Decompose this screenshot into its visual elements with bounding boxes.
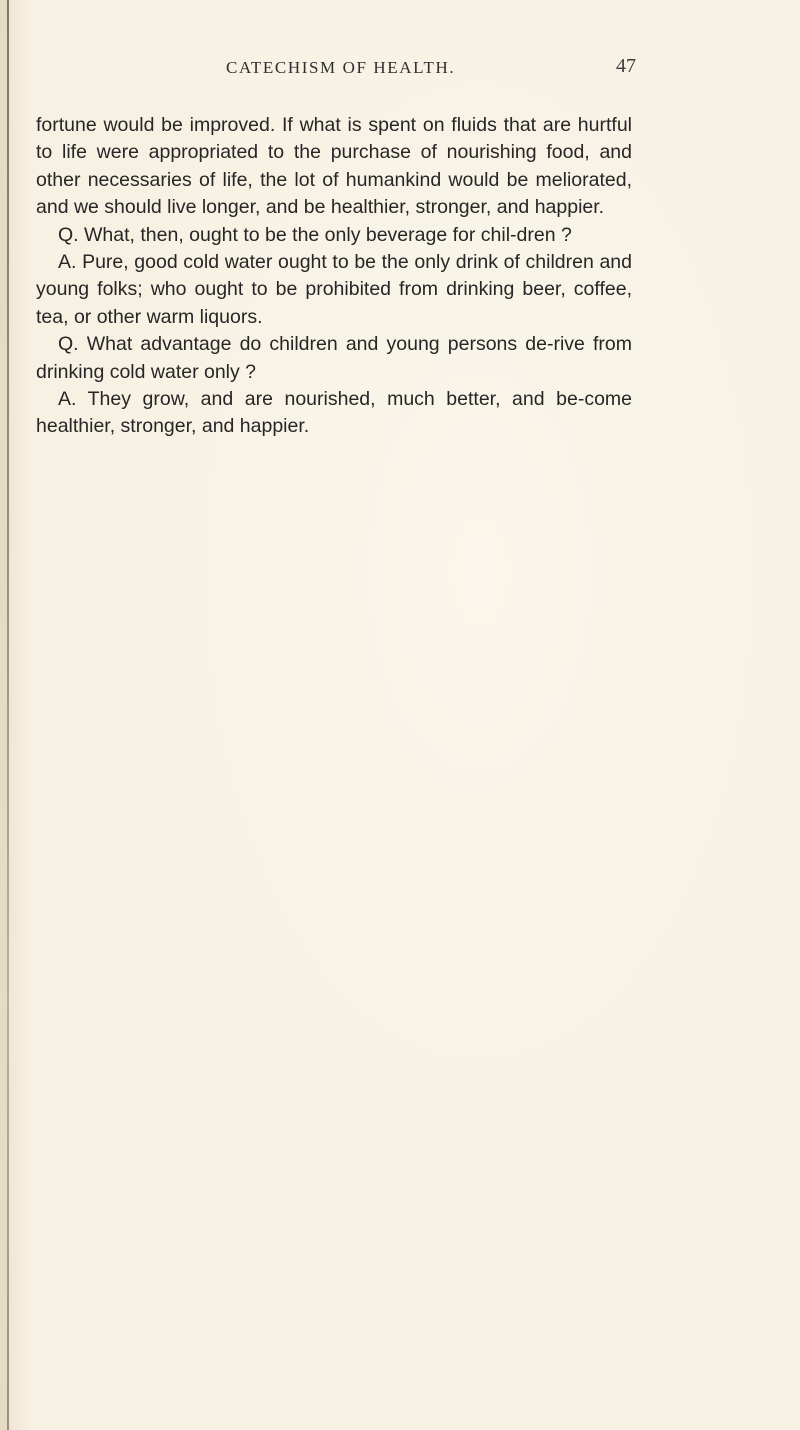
question-paragraph <box>36 222 632 249</box>
paragraph-continuation <box>36 112 632 222</box>
text-block <box>36 112 632 441</box>
question-paragraph <box>36 331 632 386</box>
answer-label: A. <box>58 388 77 411</box>
page-gutter <box>0 0 7 1430</box>
page-edge-line <box>7 0 9 1430</box>
paragraph-text: fortune would be improved. If what is spent on fluids that are hurtful to life were appropriated to the purchase of nourishing food, and other necessaries of life, the lot of humankind would be meliorated, and we should live longer, and be healthier, stronger, and happier. <box>36 114 632 219</box>
answer-text: They grow, and are nourished, much better, and be-come healthier, stronger, and happier. <box>36 388 633 438</box>
answer-text: Pure, good cold water ought to be the only drink of children and young folks; who ought to be prohibited from drinking beer, coffee, tea, or other warm liquors. <box>36 251 632 328</box>
question-label: Q. <box>58 333 79 356</box>
question-text: What advantage do children and young persons de-rive from drinking cold water only ? <box>36 333 633 383</box>
answer-paragraph <box>36 386 632 441</box>
question-text: What, then, ought to be the only beverage for chil-dren ? <box>84 223 572 246</box>
page-number: 47 <box>616 55 636 77</box>
answer-label: A. <box>58 251 77 274</box>
answer-paragraph <box>36 249 632 331</box>
question-label: Q. <box>58 223 79 246</box>
running-head <box>0 55 800 82</box>
running-title: CATECHISM OF HEALTH. <box>226 58 456 77</box>
